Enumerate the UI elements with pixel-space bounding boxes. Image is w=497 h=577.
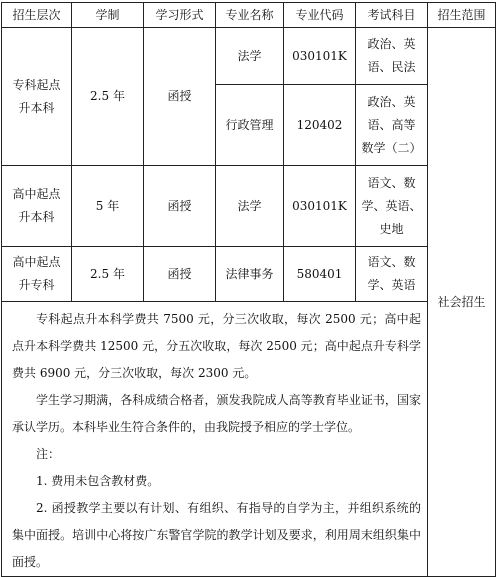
form-cell: 函授: [144, 247, 216, 302]
note-label: 注：: [36, 447, 61, 461]
header-row: [2, 3, 496, 28]
subjects-cell: 政治、英 语、民法: [356, 28, 428, 85]
major-cell: 法学: [216, 166, 284, 247]
table-row: [2, 28, 496, 85]
subjects-cell: 语文、数 学、英语、 史地: [356, 166, 428, 247]
degree-paragraph: 学生学习期满，各科成绩合格者，颁发我院成人高等教育毕业证书，国家承认学历。本科毕业生符合条件的，由我院授予相应的学士学位。: [12, 393, 421, 434]
enrollment-table: [1, 2, 496, 577]
subjects-cell: 政治、英 语、高等 数学（二）: [356, 85, 428, 166]
major-cell: 法律事务: [216, 247, 284, 302]
level-cell: 高中起点升本科: [2, 166, 72, 247]
level-cell: 高中起点升专科: [2, 247, 72, 302]
duration-cell: 2.5 年: [72, 28, 144, 166]
major-cell: 行政管理: [216, 85, 284, 166]
form-cell: 函授: [144, 166, 216, 247]
duration-cell: 2.5 年: [72, 247, 144, 302]
code-cell: 120402: [284, 85, 356, 166]
code-cell: 030101K: [284, 166, 356, 247]
major-cell: 法学: [216, 28, 284, 85]
level-cell: 专科起点升本科: [2, 28, 72, 166]
header-code: 专业代码: [284, 3, 356, 28]
table-row: [2, 247, 496, 302]
code-cell: 580401: [284, 247, 356, 302]
notes-row: [2, 302, 496, 577]
note-item-2: 2. 函授教学主要以有计划、有组织、有指导的自学为主，并组织系统的集中面授。培训中心将按广东警官学院的教学计划及要求，利用周末组织集中面授。: [12, 501, 421, 569]
header-subjects: 考试科目: [356, 3, 428, 28]
header-form: 学习形式: [144, 3, 216, 28]
form-cell: 函授: [144, 28, 216, 166]
scope-cell: 社会招生: [428, 28, 496, 577]
fee-paragraph: 专科起点升本科学费共 7500 元，分三次收取，每次 2500 元；高中起点升本科学费共 12500 元，分五次收取，每次 2500 元；高中起点升专科学费共 6900 元，分三次收取，每次 2300 元。: [12, 312, 421, 380]
duration-cell: 5 年: [72, 166, 144, 247]
header-major: 专业名称: [216, 3, 284, 28]
subjects-cell: 语文、数 学、英语: [356, 247, 428, 302]
header-duration: 学制: [72, 3, 144, 28]
header-scope: 招生范围: [428, 3, 496, 28]
notes-block: [2, 302, 427, 576]
code-cell: 030101K: [284, 28, 356, 85]
header-level: 招生层次: [2, 3, 72, 28]
table-row: [2, 166, 496, 247]
notes-cell: [2, 302, 428, 577]
note-item-1: 1. 费用未包含教材费。: [36, 474, 160, 488]
